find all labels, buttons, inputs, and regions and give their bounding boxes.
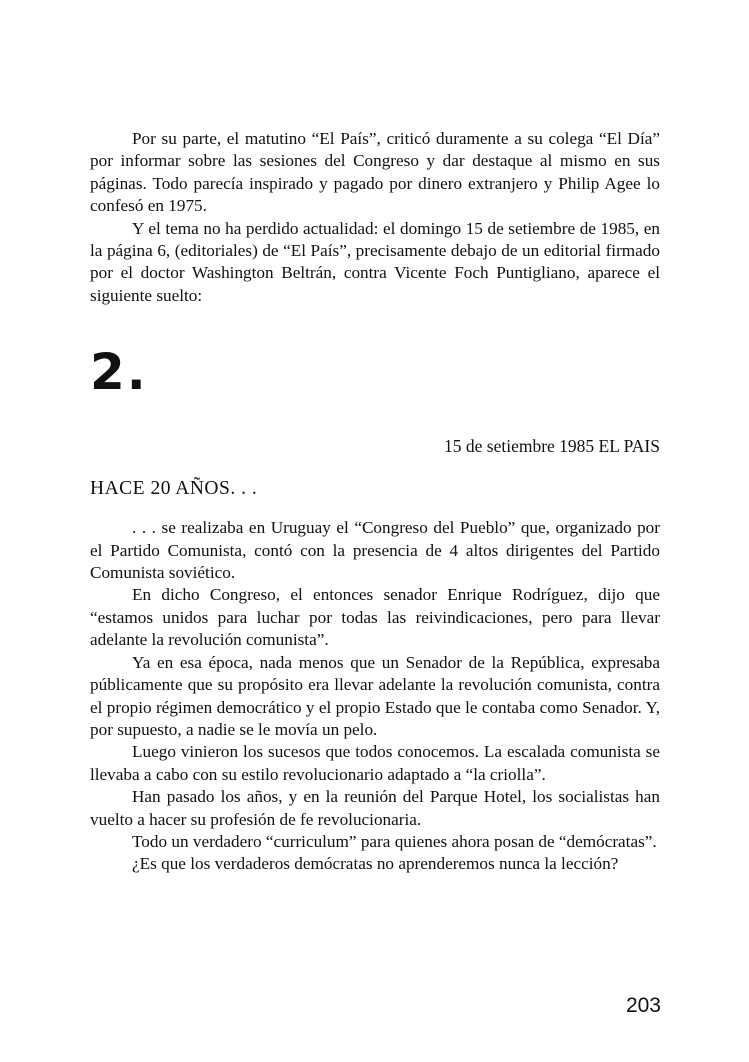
article-paragraph-3: Ya en esa época, nada menos que un Senador de la República, expresaba públicamente que su propósito era llevar adelante la revolución comunista, contra el propio régimen democrático y el propio Estado que le contaba como Senador. Y, por supuesto, a nadie se le movía un pelo. <box>90 652 660 739</box>
article-heading: HACE 20 AÑOS. . . <box>90 478 258 500</box>
article-paragraph-7: ¿Es que los verdaderos demócratas no aprenderemos nunca la lección? <box>132 854 619 874</box>
article-paragraph-4: Luego vinieron los sucesos que todos conocemos. La escalada comunista se llevaba a cabo con su estilo revolucionario adaptado a “la criolla”. <box>90 742 660 784</box>
article-paragraph-2: En dicho Congreso, el entonces senador Enrique Rodríguez, dijo que “estamos unidos para luchar por todas las reivindicaciones, pero para llevar adelante la revolución comunista”. <box>90 585 660 650</box>
article-paragraph-6: Todo un verdadero “curriculum” para quienes ahora posan de “demócratas”. <box>132 831 657 851</box>
article-text <box>90 517 660 876</box>
intro-text <box>90 128 660 307</box>
page-body <box>90 128 660 876</box>
dateline: 15 de setiembre 1985 EL PAIS <box>444 436 660 457</box>
intro-paragraph-1: Por su parte, el matutino “El País”, criticó duramente a su colega “El Día” por informar sobre las sesiones del Congreso y dar destaque al mismo en sus páginas. Todo parecía inspirado y pagado por dinero extranjero y Philip Agee lo confesó en 1975. <box>90 129 660 216</box>
page-number: 203 <box>625 994 661 1017</box>
article-paragraph-5: Han pasado los años, y en la reunión del Parque Hotel, los socialistas han vuelto a hacer su profesión de fe revolucionaria. <box>90 787 660 829</box>
intro-paragraph-2: Y el tema no ha perdido actualidad: el domingo 15 de setiembre de 1985, en la página 6, (editoriales) de “El País”, precisamente debajo de un editorial firmado por el doctor Washington Beltrán, contra Vicente Foch Puntigliano, aparece el siguiente suelto: <box>90 218 660 305</box>
article-paragraph-1: . . . se realizaba en Uruguay el “Congreso del Pueblo” que, organizado por el Partido Comunista, contó con la presencia de 4 altos dirigentes del Partido Comunista soviético. <box>90 518 660 583</box>
section-number: 2. <box>90 343 148 402</box>
